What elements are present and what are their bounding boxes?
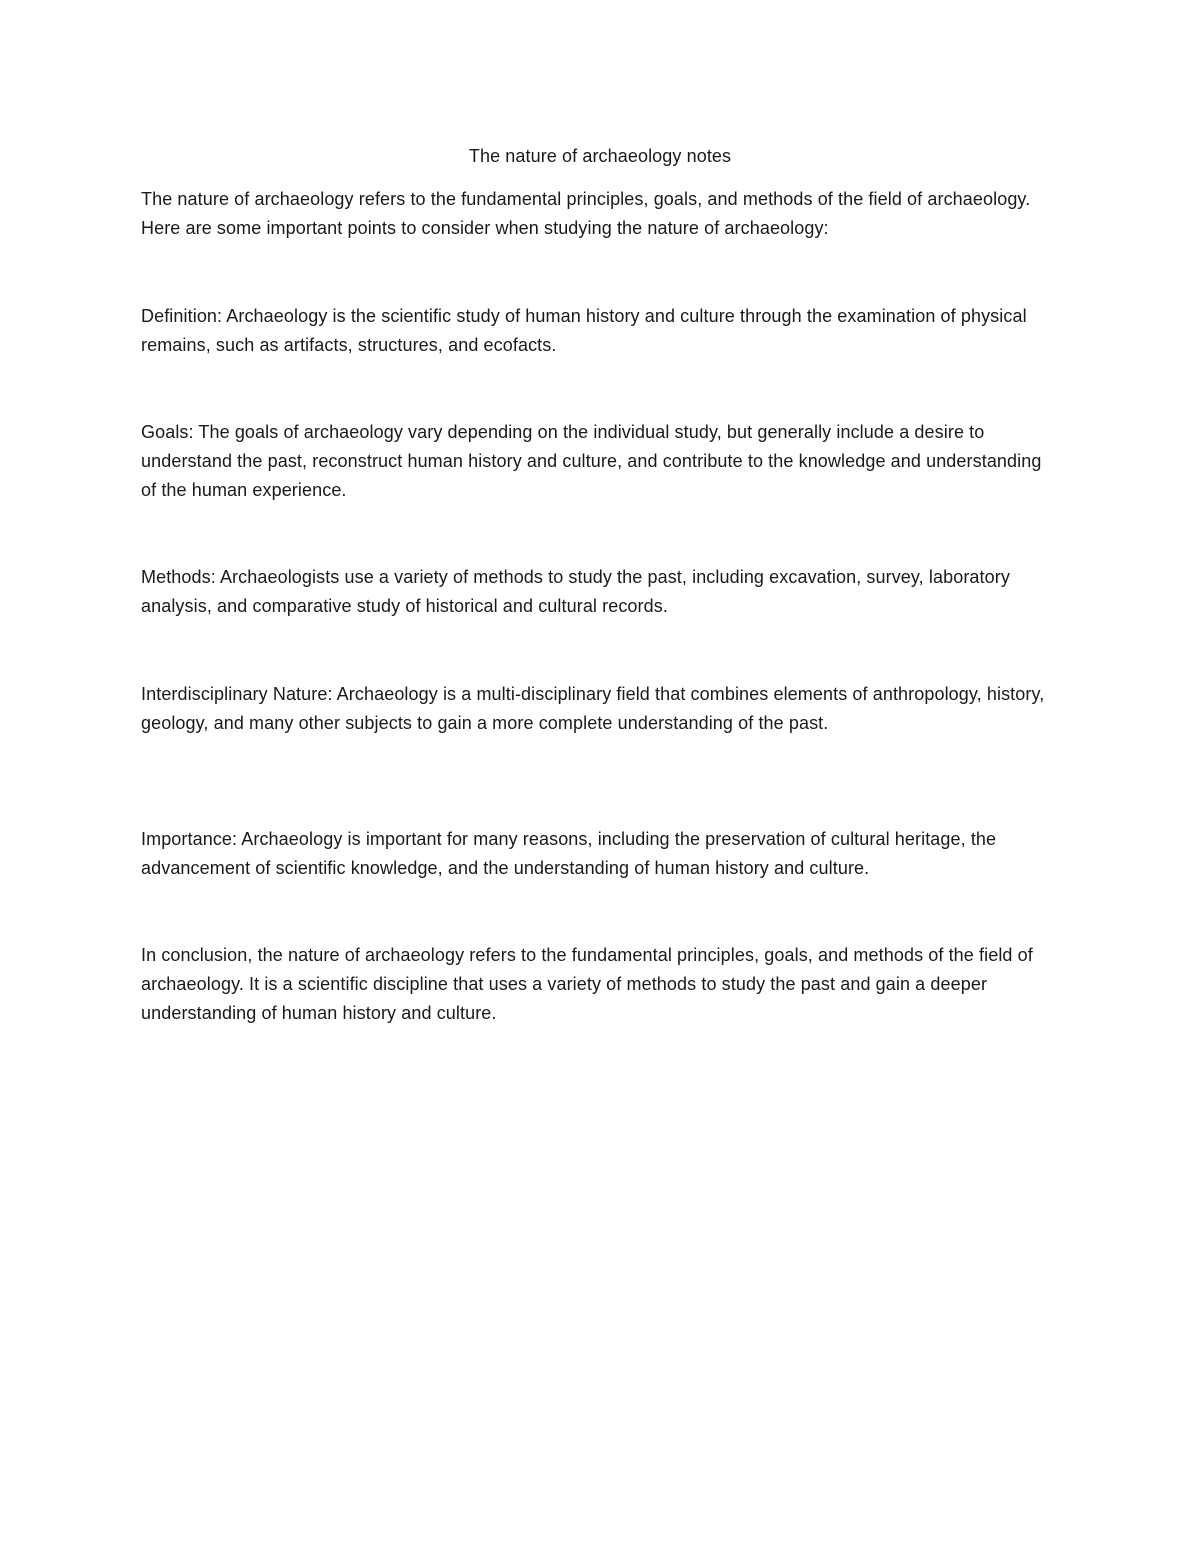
interdisciplinary-paragraph: Interdisciplinary Nature: Archaeology is a multi-disciplinary field that combines elements of anthropology, history, geology, and many other subjects to gain a more complete understanding of the past.: [141, 684, 1045, 733]
conclusion-paragraph: In conclusion, the nature of archaeology refers to the fundamental principles, goals, and methods of the field of archaeology. It is a scientific discipline that uses a variety of methods to study the past and gain a deeper understanding of human history and culture.: [141, 945, 1033, 1023]
methods-paragraph: Methods: Archaeologists use a variety of methods to study the past, including excavation, survey, laboratory analysis, and comparative study of historical and cultural records.: [141, 567, 1010, 616]
intro-paragraph: The nature of archaeology refers to the fundamental principles, goals, and methods of the field of archaeology. Here are some important points to consider when studying the nature of archaeology:: [141, 189, 1031, 238]
goals-paragraph: Goals: The goals of archaeology vary depending on the individual study, but generally include a desire to understand the past, reconstruct human history and culture, and contribute to the knowledge and understanding of the human experience.: [141, 422, 1042, 500]
importance-paragraph: Importance: Archaeology is important for many reasons, including the preservation of cultural heritage, the advancement of scientific knowledge, and the understanding of human history and culture.: [141, 829, 997, 878]
document-title: The nature of archaeology notes: [468, 146, 732, 166]
definition-paragraph: Definition: Archaeology is the scientific study of human history and culture through the examination of physical remains, such as artifacts, structures, and ecofacts.: [141, 306, 1027, 355]
